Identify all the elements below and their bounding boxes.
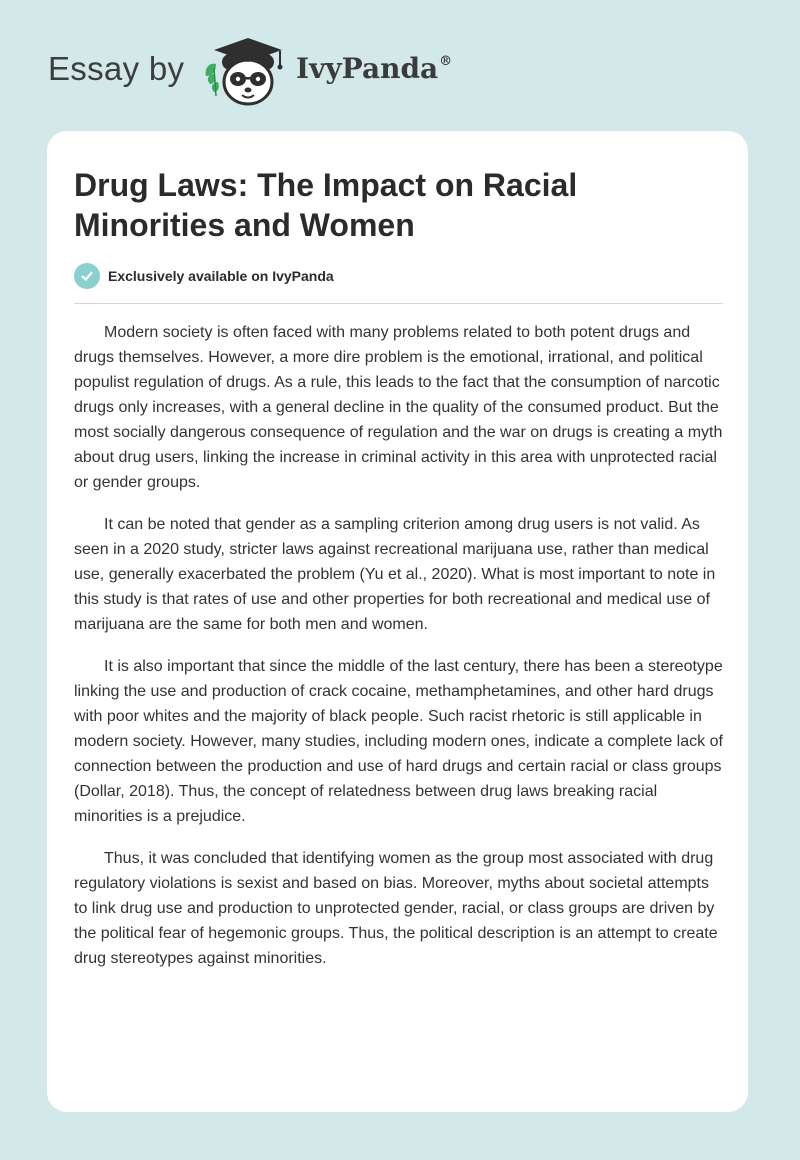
paragraph: It can be noted that gender as a sampling criterion among drug users is not valid. As seen in a 2020 study, stricter laws against recreational marijuana use, rather than medical use, generally exacerbated the problem (Yu et al., 2020). What is most important to note in this study is that rates of use and other properties for both recreational and medical use of marijuana are the same for both men and women. [74,516,716,633]
brand-name[interactable]: IvyPanda® [296,52,453,85]
exclusive-badge-label: Exclusively available on IvyPanda [108,268,334,284]
essay-title: Drug Laws: The Impact on Racial Minorities and Women [74,167,578,243]
panda-logo-icon[interactable] [200,34,292,110]
check-icon [74,263,100,289]
site-header [48,34,508,110]
paragraph: Thus, it was concluded that identifying women as the group most associated with drug regulatory violations is sexist and based on bias. Moreover, myths about societal attempts to link drug use and production to unprotected gender, racial, or class groups are driven by the political fear of hegemonic groups. Thus, the political description is an attempt to create drug stereotypes against minorities. [74,850,718,967]
essay-by-label: Essay by [48,50,185,87]
paragraph: It is also important that since the middle of the last century, there has been a stereotype linking the use and production of crack cocaine, methamphetamines, and other hard drugs with poor whites and the majority of black people. Such racist rhetoric is still applicable in modern society. However, many studies, including modern ones, indicate a complete lack of connection between the production and use of hard drugs and certain racial or class groups (Dollar, 2018). Thus, the concept of relatedness between drug laws breaking racial minorities is a prejudice. [74,658,723,825]
leaf-icon [206,64,219,96]
title-divider [74,303,723,304]
essay-body [74,320,726,988]
exclusive-badge [74,263,334,289]
registered-mark: ® [439,54,453,69]
paragraph: Modern society is often faced with many problems related to both potent drugs and drugs themselves. However, a more dire problem is the emotional, irrational, and political populist regulation of drugs. As a rule, this leads to the fact that the consumption of narcotic drugs only increases, with a general decline in the quality of the consumed product. But the most socially dangerous consequence of regulation and the war on drugs is creating a myth about drug users, linking the increase in criminal activity in this area with unprotected racial or gender groups. [74,324,723,491]
essay-card [47,131,748,1112]
